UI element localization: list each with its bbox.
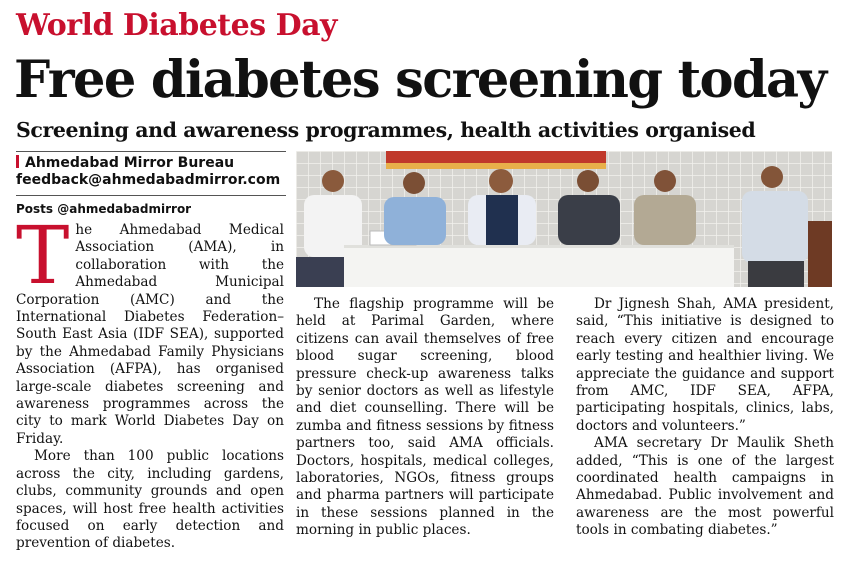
byline-accent-bar bbox=[16, 155, 19, 168]
paragraph-5: AMA secretary Dr Maulik Sheth added, “This is one of the largest coordinated health campaigns in Ahmedabad. Public involvement and awareness are the most powerful tools in combating diabetes.” bbox=[576, 435, 834, 539]
column-3 bbox=[576, 296, 834, 540]
headline: Free diabetes screening today bbox=[14, 50, 826, 110]
byline-top-rule bbox=[16, 151, 286, 152]
byline-email: feedback@ahmedabadmirror.com bbox=[16, 172, 281, 188]
photo-illustration bbox=[296, 151, 832, 287]
byline: Ahmedabad Mirror Bureau bbox=[25, 155, 235, 171]
press-conference-photo bbox=[296, 151, 832, 287]
byline-block bbox=[16, 155, 280, 189]
column-2 bbox=[296, 296, 554, 540]
byline-bottom-rule bbox=[16, 195, 286, 196]
paragraph-2: More than 100 public locations across the city, including gardens, clubs, community grounds and open spaces, will host free health activities focused on early detection and prevention of diabetes. bbox=[16, 448, 284, 552]
posts-handle: Posts @ahmedabadmirror bbox=[16, 202, 192, 216]
subheadline: Screening and awareness programmes, health activities organised bbox=[16, 118, 756, 142]
paragraph-1: The Ahmedabad Medical Association (AMA), in collaboration with the Ahmedabad Municipal Corporation (AMC) and the International Diabetes Federation–South East Asia (IDF SEA), supported by the Ahmedabad Family Physicians Association (AFPA), has organised large-scale diabetes screening and awareness programmes across the city to mark World Diabetes Day on Friday. bbox=[16, 209, 284, 447]
paragraph-3: The flagship programme will be held at Parimal Garden, where citizens can avail themselves of free blood sugar screening, blood pressure check-up awareness talks by senior doctors as well as lifestyle and diet counselling. There will be zumba and fitness sessions by fitness partners too, said AMA officials. Doctors, hospitals, medical colleges, laboratories, NGOs, fitness groups and pharma partners will participate in these sessions planned in the morning in public places. bbox=[296, 296, 554, 539]
drop-cap: T bbox=[16, 209, 70, 302]
paragraph-4: Dr Jignesh Shah, AMA president, said, “This initiative is designed to reach every citizen and encourage early testing and healthier living. We appreciate the guidance and support from AMC, IDF SEA, AFPA, participating hospitals, clinics, labs, doctors and volunteers.” bbox=[576, 296, 834, 434]
kicker: World Diabetes Day bbox=[16, 8, 337, 43]
